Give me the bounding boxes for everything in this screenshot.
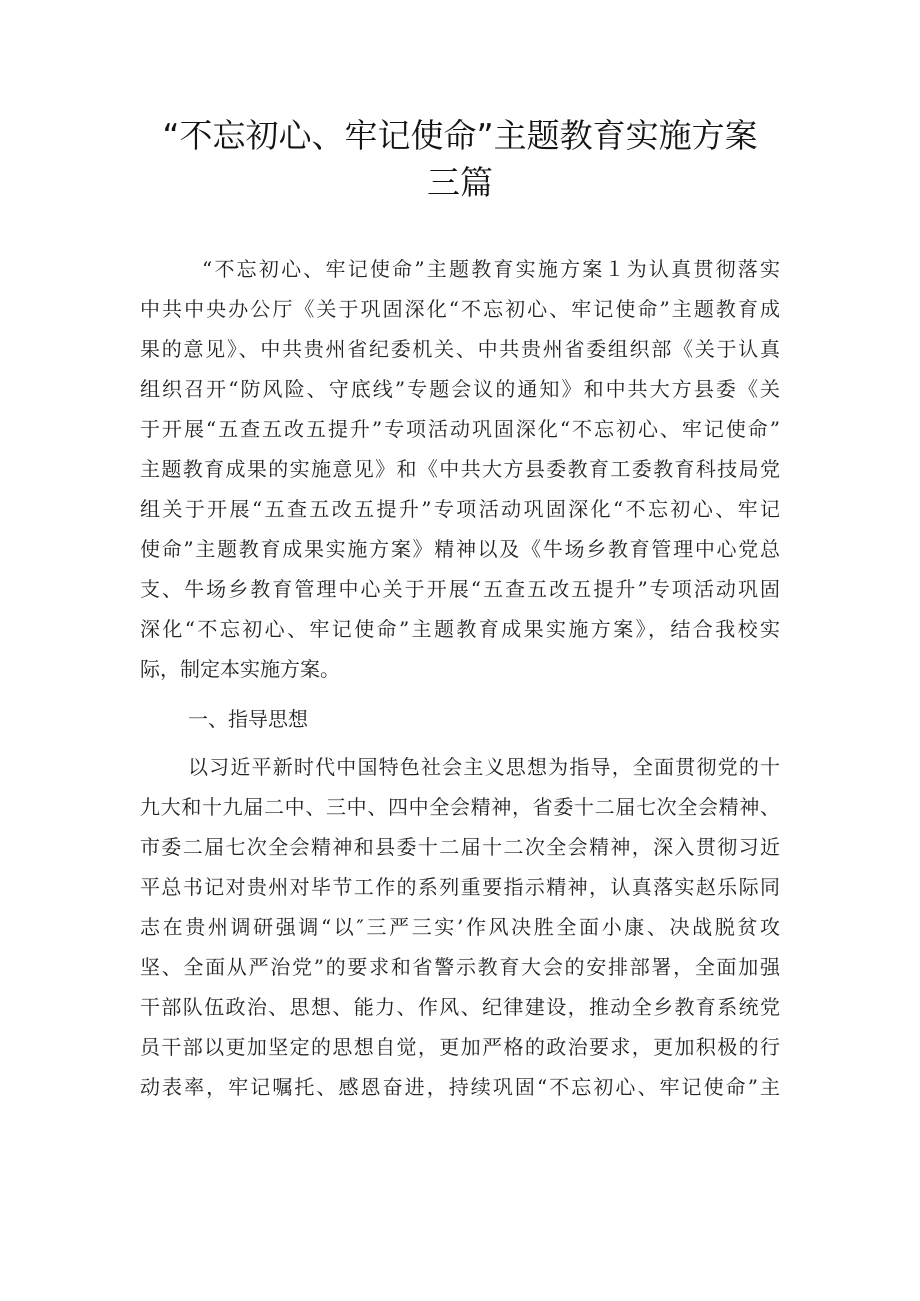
- paragraph-2-line: 坚、全面从严治党”的要求和省警示教育大会的安排部署，全面加强: [140, 955, 780, 979]
- paragraph-1-line: 于开展“五查五改五提升”专项活动巩固深化“不忘初心、牢记使命”: [140, 417, 780, 441]
- paragraph-1-line: 使命”主题教育成果实施方案》精神以及《牛场乡教育管理中心党总: [140, 537, 780, 561]
- paragraph-1-line: “不忘初心、牢记使命”主题教育实施方案１为认真贯彻落实: [202, 257, 780, 281]
- paragraph-1-line: 中共中央办公厅《关于巩固深化“不忘初心、牢记使命”主题教育成: [140, 297, 780, 321]
- document-title-line-2: 三篇: [427, 163, 493, 202]
- paragraph-2-line: 动表率，牢记嘱托、感恩奋进，持续巩固“不忘初心、牢记使命”主: [140, 1075, 780, 1099]
- paragraph-1-line: 组织召开“防风险、守底线”专题会议的通知》和中共大方县委《关: [140, 377, 780, 401]
- paragraph-2-line: 员干部以更加坚定的思想自觉，更加严格的政治要求，更加积极的行: [140, 1035, 780, 1059]
- paragraph-1-line: 主题教育成果的实施意见》和《中共大方县委教育工委教育科技局党: [140, 457, 780, 481]
- paragraph-2-line: 干部队伍政治、思想、能力、作风、纪律建设，推动全乡教育系统党: [140, 995, 780, 1019]
- section-heading: 一、指导思想: [188, 707, 308, 731]
- paragraph-1-line: 组关于开展“五查五改五提升”专项活动巩固深化“不忘初心、牢记: [140, 497, 780, 521]
- document-title-line-1: “不忘初心、牢记使命”主题教育实施方案: [162, 116, 758, 155]
- paragraph-2-line: 平总书记对贵州对毕节工作的系列重要指示精神，认真落实赵乐际同: [140, 875, 780, 899]
- paragraph-2-line: 市委二届七次全会精神和县委十二届十二次全会精神，深入贯彻习近: [140, 835, 780, 859]
- document-body: [140, 0, 780, 1301]
- paragraph-2-line: 志在贵州调研强调“以″三严三实’作风决胜全面小康、决战脱贫攻: [140, 915, 780, 939]
- paragraph-1-line: 际，制定本实施方案。: [140, 657, 340, 681]
- paragraph-1-line: 支、牛场乡教育管理中心关于开展“五查五改五提升”专项活动巩固: [140, 577, 780, 601]
- paragraph-1-line: 果的意见》、中共贵州省纪委机关、中共贵州省委组织部《关于认真: [140, 337, 780, 361]
- paragraph-1-line: 深化“不忘初心、牢记使命”主题教育成果实施方案》，结合我校实: [140, 617, 780, 641]
- paragraph-2-line: 以习近平新时代中国特色社会主义思想为指导，全面贯彻党的十: [188, 755, 780, 779]
- paragraph-2-line: 九大和十九届二中、三中、四中全会精神，省委十二届七次全会精神、: [140, 795, 780, 819]
